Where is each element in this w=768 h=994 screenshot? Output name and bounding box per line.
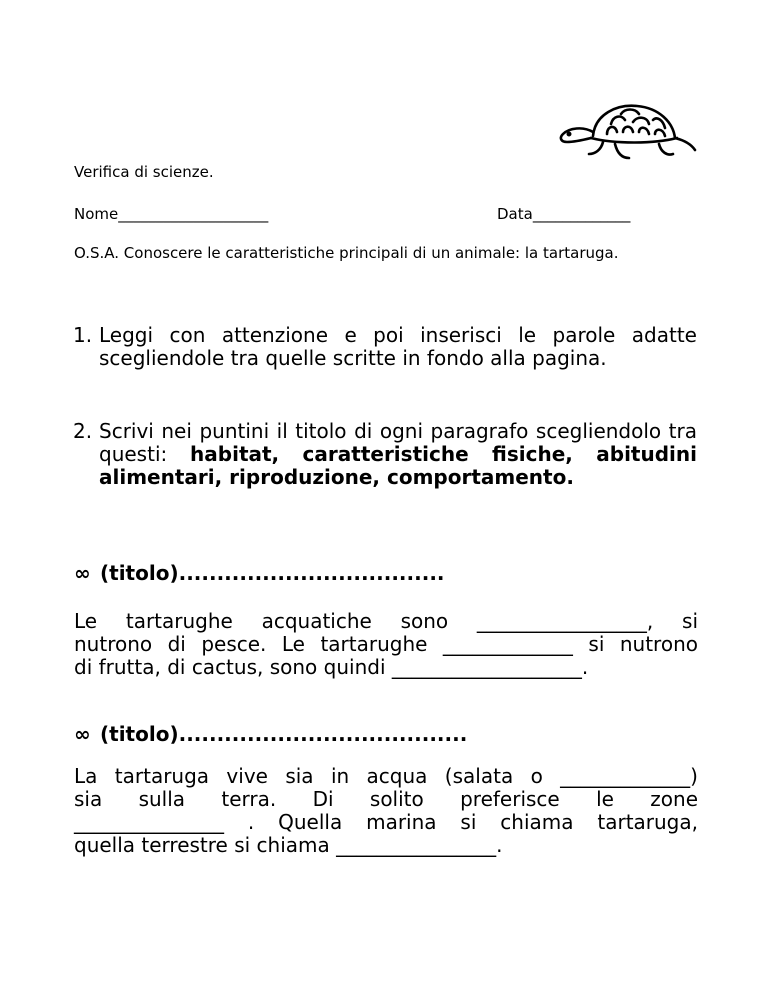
body-line: La tartaruga vive sia in acqua (salata o _____________) [74, 764, 698, 788]
instruction-text-plain: Scrivi nei puntini il titolo di ogni paragrafo scegliendolo tra questi: [99, 419, 697, 466]
section-title: (titolo)................................... [100, 561, 445, 585]
infinity-bullet-icon: ∞ [74, 722, 91, 746]
turtle-icon [555, 100, 700, 164]
date-field[interactable]: Data_____________ [497, 205, 631, 223]
section-title: (titolo)...................................... [100, 722, 468, 746]
instruction-text [99, 420, 697, 489]
body-line: _______________ . Quella marina si chiama tartaruga, [74, 810, 698, 834]
instruction-text: Leggi con attenzione e poi inserisci le parole adatte scegliendole tra quelle scritte in fondo alla pagina. [99, 323, 697, 370]
name-field[interactable]: Nome____________________ [74, 205, 269, 223]
body-line: Le tartarughe acquatiche sono _________________, si [74, 609, 698, 633]
learning-objective: O.S.A. Conoscere le caratteristiche principali di un animale: la tartaruga. [74, 244, 619, 262]
body-line: nutrono di pesce. Le tartarughe _____________ si nutrono [74, 632, 698, 656]
instruction-number: 1. [73, 323, 93, 347]
instruction-2 [73, 420, 697, 489]
infinity-bullet-icon: ∞ [74, 561, 91, 585]
section-2-heading [74, 722, 467, 746]
test-title: Verifica di scienze. [74, 163, 214, 181]
section-1-body [74, 610, 698, 679]
section-2-body [74, 765, 698, 857]
section-1-heading [74, 561, 445, 585]
instruction-1 [73, 324, 697, 370]
body-line: di frutta, di cactus, sono quindi ___________________. [74, 655, 589, 679]
body-line: sia sulla terra. Di solito preferisce le zone [74, 787, 698, 811]
instruction-text-bold: habitat, caratteristiche fisiche, abitudini alimentari, riproduzione, comportamento. [99, 442, 697, 489]
instruction-number: 2. [73, 419, 93, 443]
body-line: quella terrestre si chiama ________________. [74, 833, 503, 857]
